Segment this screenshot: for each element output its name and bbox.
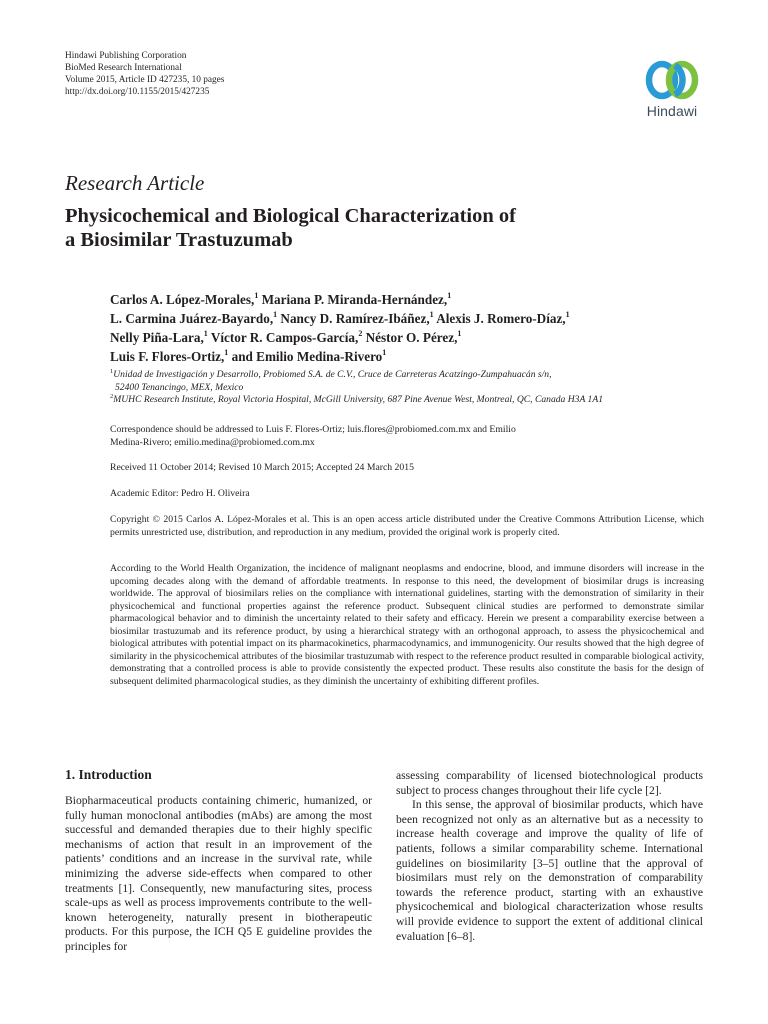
title-line-1: Physicochemical and Biological Characterization of	[65, 205, 516, 227]
affiliation-1-line-2: 52400 Tenancingo, MEX, Mexico	[115, 381, 244, 393]
author-affiliation-mark: 1	[254, 291, 259, 300]
affiliation-mark: 1	[110, 368, 114, 375]
correspondence: Correspondence should be addressed to Luis F. Flores-Ortiz; luis.flores@probiomed.com.mx and Emilio Medina-Rivero; emilio.medina@probiomed.com.mx	[110, 424, 516, 448]
journal-name: BioMed Research International	[65, 63, 182, 73]
hindawi-logo-text: Hindawi	[646, 103, 698, 119]
author-affiliation-mark: 1	[457, 329, 462, 338]
author-name: Alexis J. Romero-Díaz,	[436, 311, 566, 326]
author-affiliation-mark: 1	[565, 310, 570, 319]
author-name: L. Carmina Juárez-Bayardo,	[110, 311, 274, 326]
affiliations	[110, 369, 720, 407]
title-line-2: a Biosimilar Trastuzumab	[65, 229, 293, 251]
article-title	[65, 204, 665, 252]
hindawi-logo	[634, 58, 710, 119]
author-affiliation-mark: 1	[273, 310, 278, 319]
author-name: and Emilio Medina-Rivero	[231, 349, 383, 364]
section-heading: 1. Introduction	[65, 767, 152, 782]
author-list	[110, 290, 710, 366]
body-column-left	[65, 794, 372, 955]
author-name: Nelly Piña-Lara,	[110, 330, 204, 345]
author-name: Mariana P. Miranda-Hernández,	[261, 292, 448, 307]
doi-link[interactable]: http://dx.doi.org/10.1155/2015/427235	[65, 87, 210, 97]
author-name: Luis F. Flores-Ortiz,	[110, 349, 225, 364]
author-name: Nancy D. Ramírez-Ibáñez,	[280, 311, 430, 326]
author-affiliation-mark: 1	[382, 348, 387, 357]
affiliation-line: MUHC Research Institute, Royal Victoria Hospital, McGill University, 687 Pine Avenue West, Montreal, QC, Canada H3A 1A1	[113, 394, 603, 405]
abstract: According to the World Health Organization, the incidence of malignant neoplasms and endocrine, blood, and immune disorders will increase in the upcoming decades along with the demand of affordable treatments. In response to this need, the development of biosimilar drugs is increasing worldwide. The approval of biosimilars relies on the compliance with international guidelines, starting with the demonstration of similarity in their physicochemical and functional properties against the reference product. Subsequent clinical studies are performed to demonstrate similar pharmacological behavior and to diminish the uncertainty related to their safety and efficacy. Herein we present a comparability exercise between a biosimilar trastuzumab and its reference product, by using a hierarchical strategy with an orthogonal approach, to assess the physicochemical and biological attributes with potential impact on its pharmacokinetics, pharmacodynamics, and immunogenicity. Our results showed that the high degree of similarity in the physicochemical attributes of the biosimilar trastuzumab with respect to the reference product resulted in comparable biological activity, demonstrating that a controlled process is able to provide consistently the expected product. These results also constitute the basis for the design of subsequent delimited pharmacological studies, as they diminish the uncertainty of exhibiting different profiles.	[110, 563, 704, 687]
volume-info: Volume 2015, Article ID 427235, 10 pages	[65, 75, 225, 85]
author-affiliation-mark: 1	[203, 329, 208, 338]
author-name: Víctor R. Campos-García,	[210, 330, 359, 345]
affiliation-line: Unidad de Investigación y Desarrollo, Probiomed S.A. de C.V., Cruce de Carreteras Acatzingo-Zumpahuacán s/n,	[113, 369, 552, 380]
author-affiliation-mark: 1	[429, 310, 434, 319]
body-column-right	[396, 769, 703, 944]
author-affiliation-mark: 1	[447, 291, 452, 300]
body-paragraph: Biopharmaceutical products containing chimeric, humanized, or fully human monoclonal antibodies (mAbs) are among the most successful and demanded therapies due to their highly specific mechanisms of action that result in an improvement of the patients’ conditions and an increase in the survival rate, while minimizing the adverse side-effects when compared to other treatments [1]. Consequently, new manufacturing sites, process scale-ups as well as process improvements contribute to the well-known heterogeneity, naturally present in biotherapeutic products. For this purpose, the ICH Q5 E guideline provides the principles for	[65, 794, 372, 953]
affiliation-2	[110, 394, 720, 407]
body-paragraph: assessing comparability of licensed biotechnological products subject to process changes throughout their life cycle [2].	[396, 769, 703, 797]
author-name: Carlos A. López-Morales,	[110, 292, 255, 307]
affiliation-1	[110, 369, 720, 382]
received-dates: Received 11 October 2014; Revised 10 March 2015; Accepted 24 March 2015	[110, 462, 414, 473]
article-type: Research Article	[65, 171, 205, 195]
academic-editor: Academic Editor: Pedro H. Oliveira	[110, 488, 250, 499]
publisher-name: Hindawi Publishing Corporation	[65, 51, 187, 61]
journal-header	[65, 50, 224, 98]
copyright-notice: Copyright © 2015 Carlos A. López-Morales et al. This is an open access article distributed under the Creative Commons Attribution License, which permits unrestricted use, distribution, and reproduction in any medium, provided the original work is properly cited.	[110, 514, 704, 538]
hindawi-logo-icon	[642, 58, 702, 102]
author-name: Néstor O. Pérez,	[365, 330, 458, 345]
affiliation-mark: 2	[110, 393, 114, 400]
body-paragraph: In this sense, the approval of biosimilar products, which have been recognized not only as an alternative but as a necessity to increase health coverage and improve the quality of life of patients, follows a similar comparability scheme. International guidelines on biosimilarity [3–5] outline that the approval of biosimilars must rely on the demonstration of comparability towards the reference product, starting with an exhaustive physicochemical and biological characterization whose results will provide evidence to support the extent of additional clinical evaluation [6–8].	[396, 798, 703, 943]
author-affiliation-mark: 2	[358, 329, 363, 338]
author-affiliation-mark: 1	[224, 348, 229, 357]
